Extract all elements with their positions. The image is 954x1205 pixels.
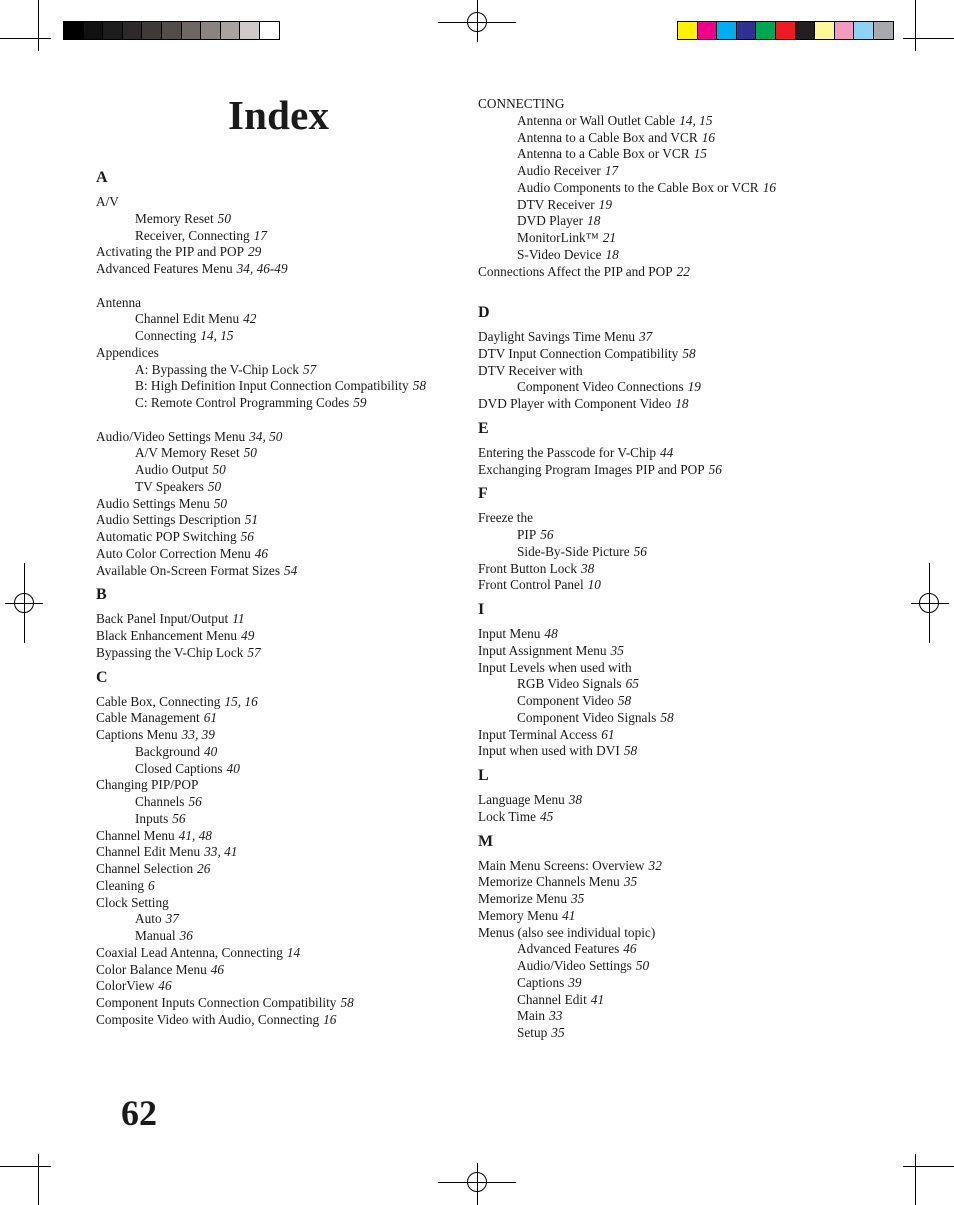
- index-term: Audio Receiver: [517, 163, 601, 178]
- index-letter-heading: I: [478, 601, 485, 618]
- index-entry: [478, 891, 858, 908]
- index-term: Black Enhancement Menu: [96, 628, 238, 643]
- index-page-ref: 38: [568, 792, 583, 807]
- index-entry: [478, 577, 858, 594]
- index-term: Side-By-Side Picture: [517, 543, 630, 559]
- index-page-ref: 46: [623, 941, 637, 957]
- index-subentry: [96, 761, 476, 778]
- index-entry: [96, 345, 476, 362]
- index-page-ref: 40: [204, 743, 218, 759]
- index-page-ref: 56: [708, 461, 722, 477]
- index-term: TV Speakers: [135, 478, 204, 494]
- index-entry: [96, 878, 476, 895]
- index-page-ref: 56: [540, 527, 554, 542]
- index-page-ref: 41: [562, 907, 576, 923]
- index-subentry: [96, 362, 476, 379]
- index-subentry: [96, 445, 476, 462]
- index-page-ref: 40: [226, 760, 240, 776]
- index-term: Channel Selection: [96, 861, 194, 876]
- index-subentry: [478, 230, 858, 247]
- index-page-ref: 19: [598, 196, 612, 212]
- index-page-ref: 36: [179, 928, 193, 943]
- index-page-ref: 14, 15: [200, 328, 234, 343]
- index-term: Input Menu: [478, 626, 541, 641]
- index-term: B: High Definition Input Connection Compatibility: [135, 378, 409, 394]
- index-term: CONNECTING: [478, 96, 565, 111]
- index-term: Channel Edit Menu: [135, 311, 240, 327]
- index-page-ref: 58: [660, 709, 674, 725]
- index-page-ref: 10: [587, 577, 601, 593]
- index-term: Manual: [135, 928, 176, 943]
- index-term: Antenna or Wall Outlet Cable: [517, 112, 676, 128]
- index-subentry: [96, 328, 476, 345]
- index-subentry: [96, 462, 476, 479]
- index-term: Composite Video with Audio, Connecting: [96, 1011, 320, 1027]
- index-term: Antenna: [96, 294, 142, 310]
- index-page-ref: 50: [212, 462, 226, 477]
- index-entry: [478, 858, 858, 875]
- index-term: Cable Box, Connecting: [96, 693, 221, 709]
- color-swatch: [64, 22, 84, 39]
- index-entry: [478, 727, 858, 744]
- index-term: Memorize Channels Menu: [478, 874, 620, 890]
- index-entry: [478, 908, 858, 925]
- index-page-ref: 26: [197, 861, 211, 876]
- index-entry: [96, 828, 476, 845]
- index-page-ref: 58: [412, 378, 426, 394]
- index-page-ref: 46: [210, 961, 225, 977]
- index-term: Freeze the: [478, 510, 533, 526]
- index-entry: [478, 346, 858, 363]
- index-entry: [96, 194, 476, 211]
- index-page-ref: 16: [762, 179, 776, 195]
- index-page-ref: 54: [284, 562, 298, 578]
- index-subentry: [478, 693, 858, 710]
- index-entry: [96, 261, 476, 278]
- index-column-left: [96, 166, 476, 1029]
- index-entry: [96, 295, 476, 312]
- index-term: Input Terminal Access: [478, 726, 598, 742]
- index-page-ref: 22: [676, 263, 690, 279]
- index-page-ref: 45: [540, 808, 554, 824]
- page-number: 62: [121, 1093, 157, 1133]
- index-term: Coaxial Lead Antenna, Connecting: [96, 944, 283, 960]
- index-term: Available On-Screen Format Sizes: [96, 562, 281, 578]
- index-subentry: [96, 378, 476, 395]
- index-column-right: [478, 96, 858, 1042]
- index-entry: [478, 792, 858, 809]
- index-term: Menus (also see individual topic): [478, 924, 656, 940]
- index-subentry: [478, 676, 858, 693]
- color-swatch: [796, 22, 816, 39]
- index-term: Memory Reset: [135, 210, 214, 226]
- index-page-ref: 46: [254, 545, 269, 561]
- index-page-ref: 42: [243, 311, 257, 327]
- index-subentry: [478, 1008, 858, 1025]
- index-term: Auto: [135, 911, 162, 927]
- index-page-ref: 59: [353, 395, 367, 410]
- index-subentry: [478, 146, 858, 163]
- index-term: Input Levels when used with: [478, 659, 632, 675]
- index-entry: [478, 510, 858, 527]
- index-page-ref: 51: [244, 512, 259, 528]
- index-subentry: [478, 992, 858, 1009]
- index-page-ref: 58: [682, 345, 696, 361]
- index-page-ref: 44: [660, 444, 674, 460]
- index-entry: [478, 445, 858, 462]
- index-letter-heading: D: [478, 304, 490, 321]
- index-subentry: [96, 395, 476, 412]
- index-page-ref: 18: [675, 396, 689, 411]
- index-page-ref: 15, 16: [224, 693, 258, 709]
- index-subentry: [478, 710, 858, 727]
- index-entry: [96, 645, 476, 662]
- index-letter-heading: C: [96, 668, 108, 686]
- index-subentry: [478, 1025, 858, 1042]
- index-page-ref: 37: [639, 329, 653, 344]
- index-page-ref: 65: [625, 676, 639, 692]
- index-subentry: [96, 744, 476, 761]
- index-page-ref: 61: [203, 710, 218, 726]
- index-term: Channel Edit Menu: [96, 844, 201, 860]
- index-term: Component Video: [517, 693, 614, 708]
- color-swatch: [815, 22, 835, 39]
- index-page-ref: 56: [240, 529, 254, 544]
- index-entry: [478, 660, 858, 677]
- index-entry: [478, 743, 858, 760]
- index-page-ref: 11: [232, 611, 245, 627]
- color-calibration-bar: [677, 21, 894, 40]
- index-page-ref: 49: [241, 628, 255, 643]
- index-term: Memorize Menu: [478, 891, 567, 906]
- index-page-ref: 14: [286, 944, 301, 960]
- index-entry: [96, 546, 476, 563]
- index-entry: [96, 244, 476, 261]
- index-term: Audio/Video Settings Menu: [96, 428, 246, 444]
- index-subentry: [478, 527, 858, 544]
- index-term: Component Video Connections: [517, 379, 684, 395]
- index-page-ref: 46: [158, 978, 172, 994]
- index-term: Changing PIP/POP: [96, 777, 199, 793]
- index-term: Antenna to a Cable Box or VCR: [517, 146, 690, 162]
- index-entry: [478, 96, 858, 113]
- index-term: A/V Memory Reset: [135, 445, 240, 461]
- index-page-ref: 16: [323, 1011, 337, 1027]
- index-page-ref: 17: [604, 163, 619, 178]
- index-term: Audio Settings Menu: [96, 495, 210, 511]
- index-term: Clock Setting: [96, 894, 169, 910]
- index-term: A/V: [96, 194, 119, 209]
- color-swatch: [737, 22, 757, 39]
- index-entry: [478, 329, 858, 346]
- index-page-ref: 58: [340, 995, 354, 1010]
- index-entry: [96, 945, 476, 962]
- index-subentry: [478, 544, 858, 561]
- index-entry: [96, 429, 476, 446]
- index-term: Language Menu: [478, 792, 565, 807]
- color-swatch: [240, 22, 260, 39]
- color-swatch: [182, 22, 202, 39]
- index-subentry: [96, 211, 476, 228]
- index-page-ref: 29: [248, 244, 262, 260]
- index-page-ref: 39: [568, 974, 582, 990]
- index-page-ref: 21: [602, 230, 617, 245]
- index-subentry: [478, 958, 858, 975]
- index-page-ref: 56: [172, 810, 186, 826]
- index-term: PIP: [517, 527, 537, 542]
- color-swatch: [260, 22, 279, 39]
- index-page-ref: 16: [701, 129, 716, 145]
- index-entry: [96, 844, 476, 861]
- index-term: Entering the Passcode for V-Chip: [478, 444, 657, 460]
- index-term: Channel Edit: [517, 991, 587, 1007]
- color-swatch: [221, 22, 241, 39]
- index-term: Component Video Signals: [517, 709, 657, 725]
- index-subentry: [478, 975, 858, 992]
- index-page-ref: 32: [648, 857, 662, 873]
- index-entry: [96, 861, 476, 878]
- index-term: Main: [517, 1008, 546, 1024]
- index-entry: [478, 643, 858, 660]
- index-entry: [478, 874, 858, 891]
- color-swatch: [142, 22, 162, 39]
- index-page-ref: 50: [217, 210, 231, 226]
- index-subentry: [96, 911, 476, 928]
- index-term: Advanced Features: [517, 941, 620, 957]
- color-swatch: [776, 22, 796, 39]
- index-term: Front Button Lock: [478, 560, 577, 576]
- index-term: Exchanging Program Images PIP and POP: [478, 461, 705, 477]
- index-letter-heading: B: [96, 586, 107, 604]
- index-page-ref: 57: [303, 361, 317, 377]
- index-entry: [478, 396, 858, 413]
- index-page-ref: 58: [623, 743, 638, 759]
- index-subentry: [478, 197, 858, 214]
- index-page-ref: 33, 41: [204, 844, 238, 860]
- index-term: S-Video Device: [517, 246, 602, 262]
- index-term: Automatic POP Switching: [96, 529, 237, 544]
- index-page-ref: 33: [549, 1008, 563, 1024]
- index-term: Advanced Features Menu: [96, 261, 233, 276]
- index-page-ref: 6: [148, 877, 155, 893]
- index-entry: [96, 496, 476, 513]
- index-subentry: [96, 794, 476, 811]
- index-subentry: [478, 180, 858, 197]
- index-page-ref: 38: [581, 560, 595, 576]
- color-swatch: [874, 22, 893, 39]
- index-subentry: [96, 311, 476, 328]
- index-term: Lock Time: [478, 808, 536, 824]
- index-entry: [96, 710, 476, 727]
- index-term: Audio Settings Description: [96, 512, 241, 528]
- index-term: DVD Player with Component Video: [478, 396, 672, 411]
- index-term: DVD Player: [517, 213, 584, 229]
- index-term: DTV Input Connection Compatibility: [478, 345, 679, 361]
- index-page-ref: 35: [551, 1025, 565, 1040]
- color-swatch: [717, 22, 737, 39]
- index-entry: [478, 809, 858, 826]
- index-letter-heading: E: [478, 419, 489, 437]
- index-page-ref: 50: [635, 958, 650, 973]
- index-entry: [96, 978, 476, 995]
- index-page-ref: 50: [207, 478, 222, 494]
- index-term: Cleaning: [96, 877, 145, 893]
- color-swatch: [835, 22, 855, 39]
- index-spacer: [478, 280, 858, 297]
- index-page-ref: 35: [623, 874, 638, 890]
- index-page-ref: 18: [605, 246, 619, 262]
- index-page-ref: 41: [590, 991, 605, 1007]
- index-term: MonitorLink™: [517, 230, 599, 245]
- index-page-ref: 50: [243, 445, 257, 461]
- index-term: Audio Components to the Cable Box or VCR: [517, 179, 759, 195]
- index-page-ref: 19: [687, 379, 701, 395]
- color-swatch: [698, 22, 718, 39]
- index-page-ref: 17: [253, 227, 267, 243]
- index-term: Cable Management: [96, 710, 200, 726]
- index-entry: [96, 512, 476, 529]
- index-page-ref: 56: [188, 794, 202, 809]
- index-term: Front Control Panel: [478, 577, 584, 593]
- index-letter-heading: F: [478, 485, 488, 503]
- index-entry: [96, 694, 476, 711]
- index-term: Component Inputs Connection Compatibility: [96, 995, 337, 1010]
- page-title: Index: [228, 92, 330, 138]
- index-term: Color Balance Menu: [96, 961, 207, 977]
- index-term: DTV Receiver with: [478, 362, 583, 378]
- color-swatch: [756, 22, 776, 39]
- color-swatch: [103, 22, 123, 39]
- index-page-ref: 57: [247, 644, 261, 660]
- color-swatch: [201, 22, 221, 39]
- index-page-ref: 15: [693, 146, 707, 162]
- index-term: Background: [135, 743, 200, 759]
- index-page-ref: 18: [587, 213, 601, 229]
- index-entry: [96, 962, 476, 979]
- color-swatch: [678, 22, 698, 39]
- index-subentry: [96, 479, 476, 496]
- index-entry: [96, 995, 476, 1012]
- index-term: Channels: [135, 794, 185, 809]
- index-entry: [96, 777, 476, 794]
- index-subentry: [96, 811, 476, 828]
- index-term: Back Panel Input/Output: [96, 611, 229, 627]
- index-entry: [478, 561, 858, 578]
- index-term: Audio Output: [135, 462, 209, 477]
- color-swatch: [123, 22, 143, 39]
- index-page-ref: 61: [601, 726, 615, 742]
- index-entry: [478, 462, 858, 479]
- index-term: Daylight Savings Time Menu: [478, 329, 635, 344]
- index-term: Closed Captions: [135, 760, 223, 776]
- index-entry: [478, 626, 858, 643]
- index-entry: [478, 925, 858, 942]
- index-term: Setup: [517, 1025, 548, 1040]
- index-term: Input when used with DVI: [478, 743, 620, 759]
- index-entry: [96, 529, 476, 546]
- index-page-ref: 34, 50: [249, 428, 283, 444]
- index-entry: [96, 611, 476, 628]
- index-page-ref: 41, 48: [178, 827, 212, 843]
- index-subentry: [478, 941, 858, 958]
- index-subentry: [478, 113, 858, 130]
- grayscale-calibration-bar: [63, 21, 280, 40]
- index-subentry: [96, 928, 476, 945]
- index-term: Inputs: [135, 810, 169, 826]
- index-subentry: [478, 130, 858, 147]
- color-swatch: [854, 22, 874, 39]
- index-page-ref: 35: [571, 891, 585, 906]
- index-page-ref: 33, 39: [181, 727, 215, 742]
- index-entry: [96, 1012, 476, 1029]
- index-term: Captions Menu: [96, 727, 178, 742]
- index-term: Bypassing the V-Chip Lock: [96, 644, 244, 660]
- index-page-ref: 48: [544, 626, 558, 641]
- index-term: Auto Color Correction Menu: [96, 545, 251, 561]
- index-page-ref: 14, 15: [679, 112, 713, 128]
- index-letter-heading: M: [478, 832, 494, 850]
- index-entry: [96, 727, 476, 744]
- index-page-ref: 58: [617, 693, 632, 708]
- color-swatch: [162, 22, 182, 39]
- index-term: RGB Video Signals: [517, 676, 622, 692]
- index-term: Input Assignment Menu: [478, 642, 607, 658]
- index-page-ref: 56: [633, 543, 647, 559]
- index-page-ref: 34, 46-49: [236, 261, 288, 276]
- index-letter-heading: L: [478, 767, 489, 784]
- index-term: A: Bypassing the V-Chip Lock: [135, 361, 299, 377]
- index-spacer: [96, 412, 476, 429]
- index-term: Audio/Video Settings: [517, 958, 632, 973]
- color-swatch: [84, 22, 104, 39]
- index-term: Channel Menu: [96, 827, 175, 843]
- index-term: Antenna to a Cable Box and VCR: [517, 129, 698, 145]
- index-subentry: [478, 213, 858, 230]
- index-term: C: Remote Control Programming Codes: [135, 395, 350, 410]
- index-term: Activating the PIP and POP: [96, 244, 244, 260]
- index-term: Main Menu Screens: Overview: [478, 857, 645, 873]
- index-subentry: [96, 228, 476, 245]
- index-subentry: [478, 379, 858, 396]
- index-entry: [96, 895, 476, 912]
- index-entry: [96, 563, 476, 580]
- index-entry: [96, 628, 476, 645]
- index-subentry: [478, 247, 858, 264]
- index-term: Connecting: [135, 328, 197, 343]
- index-term: Connections Affect the PIP and POP: [478, 263, 673, 279]
- index-page-ref: 50: [213, 495, 228, 511]
- index-term: Memory Menu: [478, 907, 559, 923]
- index-page-ref: 35: [610, 642, 624, 658]
- index-term: Appendices: [96, 344, 159, 360]
- index-term: ColorView: [96, 978, 155, 994]
- index-spacer: [96, 278, 476, 295]
- index-term: Captions: [517, 974, 565, 990]
- index-letter-heading: A: [96, 169, 108, 186]
- index-term: DTV Receiver: [517, 196, 595, 212]
- index-entry: [478, 363, 858, 380]
- index-term: Receiver, Connecting: [135, 227, 250, 243]
- index-entry: [478, 264, 858, 281]
- index-subentry: [478, 163, 858, 180]
- index-page-ref: 37: [165, 911, 179, 927]
